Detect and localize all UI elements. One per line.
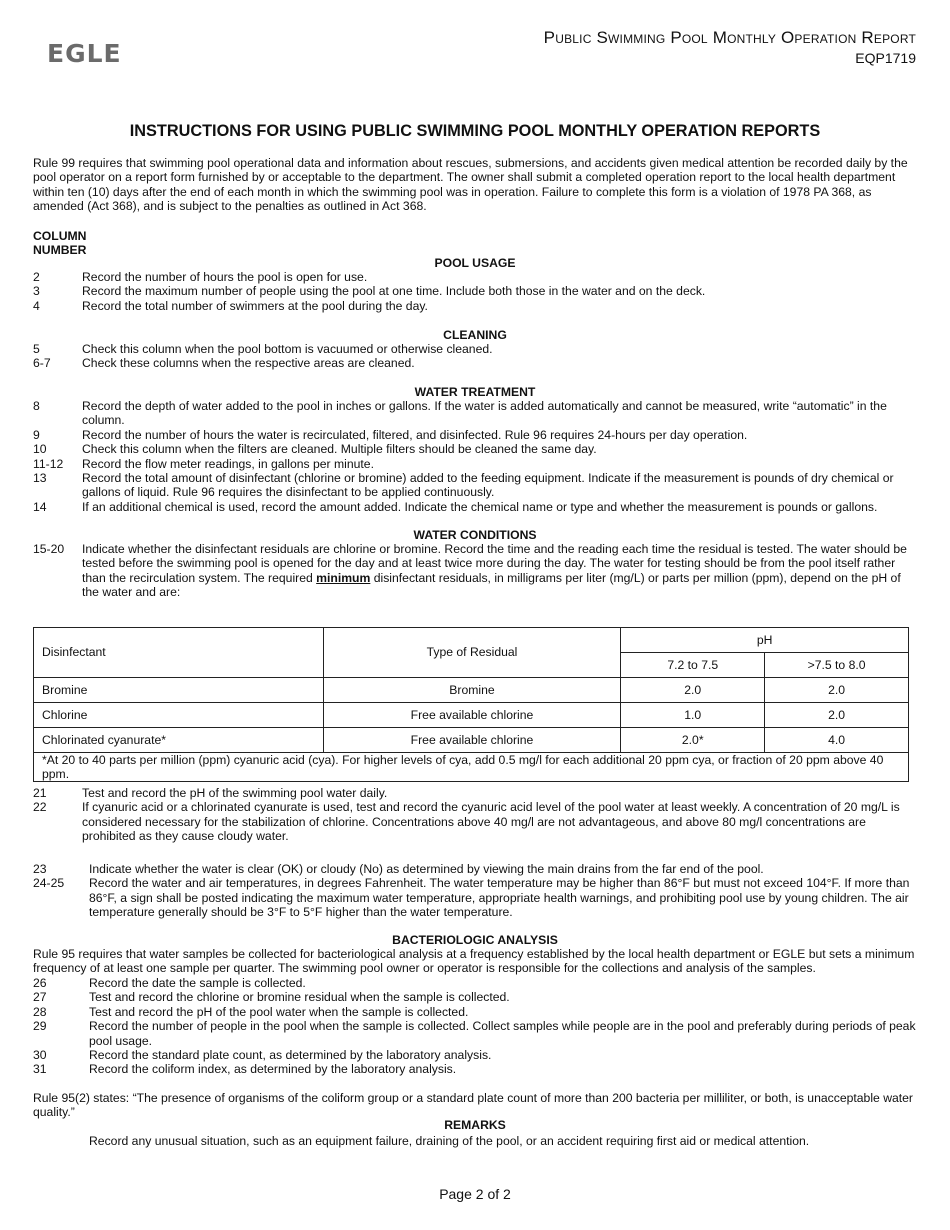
table-footnote: *At 20 to 40 parts per million (ppm) cyanuric acid (cya). For higher levels of cya, add 0.5 mg/l for each additional 20 ppm cya, or fraction of 20 ppm above 40 ppm. — [34, 753, 909, 782]
header-ph-high: >7.5 to 8.0 — [765, 653, 909, 678]
instruction-text: Record the total amount of disinfectant (chlorine or bromine) added to the feeding equipment. Indicate if the measurement is pounds of dry chemical or gallons of liquid. Rule 96 requires the disinfectant to be applied continuously. — [82, 471, 894, 500]
table-row — [34, 728, 909, 753]
list-item — [33, 1062, 918, 1076]
column-number: 6-7 — [33, 356, 51, 371]
instruction-text: Test and record the pH of the pool water when the sample is collected. — [89, 1004, 469, 1019]
remarks-heading: REMARKS — [444, 1118, 506, 1132]
instruction-text: Record the number of people in the pool when the sample is collected. Collect samples while people are in the pool and preferably during periods of peak pool usage. — [89, 1019, 916, 1048]
cell-ph-low: 1.0 — [621, 703, 765, 728]
table-row — [34, 678, 909, 703]
list-item — [33, 1019, 918, 1048]
ph-list — [33, 786, 918, 844]
column-label-line-1: COLUMN — [33, 229, 87, 243]
list-item — [33, 1005, 918, 1019]
list-item — [33, 299, 918, 313]
column-number: 21 — [33, 786, 47, 800]
rule-95-quote: Rule 95(2) states: “The presence of organisms of the coliform group or a standard plate count of more than 200 bacteria per milliliter, or both, is unacceptable water quality.” — [33, 1091, 913, 1120]
column-number: 30 — [33, 1048, 47, 1063]
instruction-text: Record the number of hours the pool is open for use. — [82, 270, 368, 284]
cell-ph-high: 4.0 — [765, 728, 909, 753]
cleaning-heading: CLEANING — [443, 328, 507, 342]
instruction-text: Record the depth of water added to the pool in inches or gallons. If the water is added automatically and cannot be measured, write “automatic” in the column. — [82, 399, 887, 428]
bacteriologic-list — [33, 976, 918, 1077]
logo-text: EGLE — [47, 40, 122, 64]
cell-disinfectant: Bromine — [34, 678, 324, 703]
list-item — [33, 471, 918, 500]
list-item — [33, 786, 918, 800]
cleaning-list — [33, 342, 918, 371]
instruction-text: Record the standard plate count, as determined by the laboratory analysis. — [89, 1048, 492, 1063]
column-number: 2 — [33, 270, 40, 284]
clarity-list — [33, 862, 918, 920]
list-item — [33, 342, 918, 356]
instruction-text: Record the total number of swimmers at the pool during the day. — [82, 298, 428, 313]
column-number: 22 — [33, 800, 47, 815]
list-item — [33, 500, 918, 514]
list-item — [33, 270, 918, 284]
column-number: 14 — [33, 499, 47, 514]
instruction-text: If cyanuric acid or a chlorinated cyanurate is used, test and record the cyanuric acid level of the pool water at least weekly. A concentration of 20 mg/L is considered necessary for the stabilization of chlorine. Concentrations above 40 mg/l are not advantageous, and above 80 mg/l concentrations are prohibited as they cause cloudy water. — [82, 800, 900, 844]
column-number: 27 — [33, 990, 47, 1005]
report-title: Public Swimming Pool Monthly Operation Report — [543, 28, 916, 47]
water-conditions-text-before: Indicate whether the disinfectant residuals are chlorine or bromine. Record the time and the reading each time the residual is tested. The water should be tested before the swimming pool is opened for the day and at least twice more during the day. The water for testing should be from the pool itself rather than the recirculation system. The required — [82, 542, 907, 585]
header-ph: pH — [621, 628, 909, 653]
list-item — [33, 284, 918, 298]
instruction-text: If an additional chemical is used, record the amount added. Indicate the chemical name or type and whether the measurement is pounds or gallons. — [82, 499, 878, 514]
remarks-text: Record any unusual situation, such as an equipment failure, draining of the pool, or an accident requiring first aid or medical attention. — [89, 1134, 810, 1148]
bacteriologic-heading: BACTERIOLOGIC ANALYSIS — [392, 933, 558, 947]
list-item — [33, 1048, 918, 1062]
instruction-text: Check these columns when the respective areas are cleaned. — [82, 356, 415, 371]
cell-ph-low: 2.0* — [621, 728, 765, 753]
water-conditions-heading: WATER CONDITIONS — [413, 528, 537, 542]
column-number: 13 — [33, 471, 47, 486]
column-number: 3 — [33, 284, 40, 299]
column-number: 28 — [33, 1004, 47, 1019]
table-header-row — [34, 628, 909, 653]
instruction-text: Check this column when the pool bottom is vacuumed or otherwise cleaned. — [82, 342, 493, 356]
column-number: 9 — [33, 427, 40, 442]
column-number: 23 — [33, 862, 47, 876]
instruction-text: Test and record the chlorine or bromine residual when the sample is collected. — [89, 990, 510, 1005]
instruction-text: Record the water and air temperatures, in degrees Fahrenheit. The water temperature may be higher than 86°F but must not exceed 104°F. If more than 86°F, a sign shall be posted indicating the maximum water temperature, appropriate health warnings, and prohibiting pool use by young children. The air temperature generally should be 3°F to 5°F higher than the water temperature. — [89, 876, 910, 920]
minimum-emphasis: minimum — [316, 570, 371, 585]
instruction-text: Record the maximum number of people using the pool at one time. Include both those in the water and on the deck. — [82, 284, 706, 299]
column-number: 24-25 — [33, 876, 65, 891]
table-footnote-row — [34, 753, 909, 782]
list-item — [33, 990, 918, 1004]
egle-logo — [47, 40, 129, 64]
column-number: 29 — [33, 1019, 47, 1034]
column-number: 11-12 — [33, 456, 64, 471]
cell-disinfectant: Chlorinated cyanurate* — [34, 728, 324, 753]
column-number: 5 — [33, 342, 40, 356]
water-treatment-heading: WATER TREATMENT — [414, 385, 536, 399]
list-item — [33, 399, 918, 428]
column-number-label — [33, 229, 87, 258]
page-number: Page 2 of 2 — [439, 1186, 511, 1202]
column-number: 4 — [33, 298, 40, 313]
disinfectant-residual-table — [33, 627, 909, 782]
water-treatment-list — [33, 399, 918, 514]
bacteriologic-intro: Rule 95 requires that water samples be collected for bacteriological analysis at a frequency established by the local health department or EGLE but sets a minimum frequency of at least one sample per quarter. The swimming pool owner or operator is responsible for the collections and analysis of the samples. — [33, 947, 915, 976]
instruction-text: Test and record the pH of the swimming pool water daily. — [82, 786, 388, 800]
list-item — [33, 442, 918, 456]
cell-type: Free available chlorine — [323, 728, 621, 753]
instruction-text: Record the coliform index, as determined by the laboratory analysis. — [89, 1062, 457, 1077]
column-number: 10 — [33, 442, 47, 457]
instruction-text: Record the number of hours the water is recirculated, filtered, and disinfected. Rule 96 requires 24-hours per day operation. — [82, 427, 748, 442]
form-code: EQP1719 — [855, 50, 916, 66]
column-label-line-2: NUMBER — [33, 243, 87, 258]
list-item — [33, 428, 918, 442]
list-item — [33, 862, 918, 876]
instruction-text — [82, 542, 918, 600]
instructions-title: INSTRUCTIONS FOR USING PUBLIC SWIMMING POOL MONTHLY OPERATION REPORTS — [129, 122, 821, 140]
header-type-of-residual: Type of Residual — [323, 628, 621, 678]
instruction-text: Record the flow meter readings, in gallons per minute. — [82, 456, 374, 471]
instruction-text: Indicate whether the water is clear (OK) or cloudy (No) as determined by viewing the main drains from the far end of the pool. — [89, 862, 764, 876]
list-item — [33, 457, 918, 471]
cell-type: Free available chlorine — [323, 703, 621, 728]
list-item — [33, 542, 918, 600]
header-disinfectant: Disinfectant — [34, 628, 324, 678]
cell-ph-high: 2.0 — [765, 678, 909, 703]
cell-type: Bromine — [323, 678, 621, 703]
water-conditions-list — [33, 542, 918, 600]
column-number: 15-20 — [33, 542, 65, 556]
column-number: 26 — [33, 976, 47, 990]
cell-disinfectant: Chlorine — [34, 703, 324, 728]
intro-paragraph: Rule 99 requires that swimming pool operational data and information about rescues, submersions, and accidents given medical attention be recorded daily by the pool operator on a report form furnished by or acceptable to the department. The owner shall submit a completed operation report to the local health department within ten (10) days after the end of each month in which the swimming pool was in operation. Failure to complete this form is a violation of 1978 PA 368, as amended (Act 368), and is subject to the penalties as outlined in Act 368. — [33, 156, 908, 214]
header-ph-low: 7.2 to 7.5 — [621, 653, 765, 678]
instruction-text: Check this column when the filters are cleaned. Multiple filters should be cleaned the same day. — [82, 442, 597, 457]
cell-ph-low: 2.0 — [621, 678, 765, 703]
cell-ph-high: 2.0 — [765, 703, 909, 728]
column-number: 31 — [33, 1062, 47, 1077]
list-item — [33, 876, 918, 919]
column-number: 8 — [33, 399, 40, 413]
list-item — [33, 356, 918, 370]
water-conditions-text-after: disinfectant residuals, in milligrams per liter (mg/L) or parts per million (ppm), depend on the pH of the water and are: — [82, 570, 901, 600]
table-row — [34, 703, 909, 728]
pool-usage-heading: POOL USAGE — [434, 256, 516, 270]
pool-usage-list — [33, 270, 918, 313]
list-item — [33, 976, 918, 990]
instruction-text: Record the date the sample is collected. — [89, 976, 306, 990]
list-item — [33, 800, 918, 843]
